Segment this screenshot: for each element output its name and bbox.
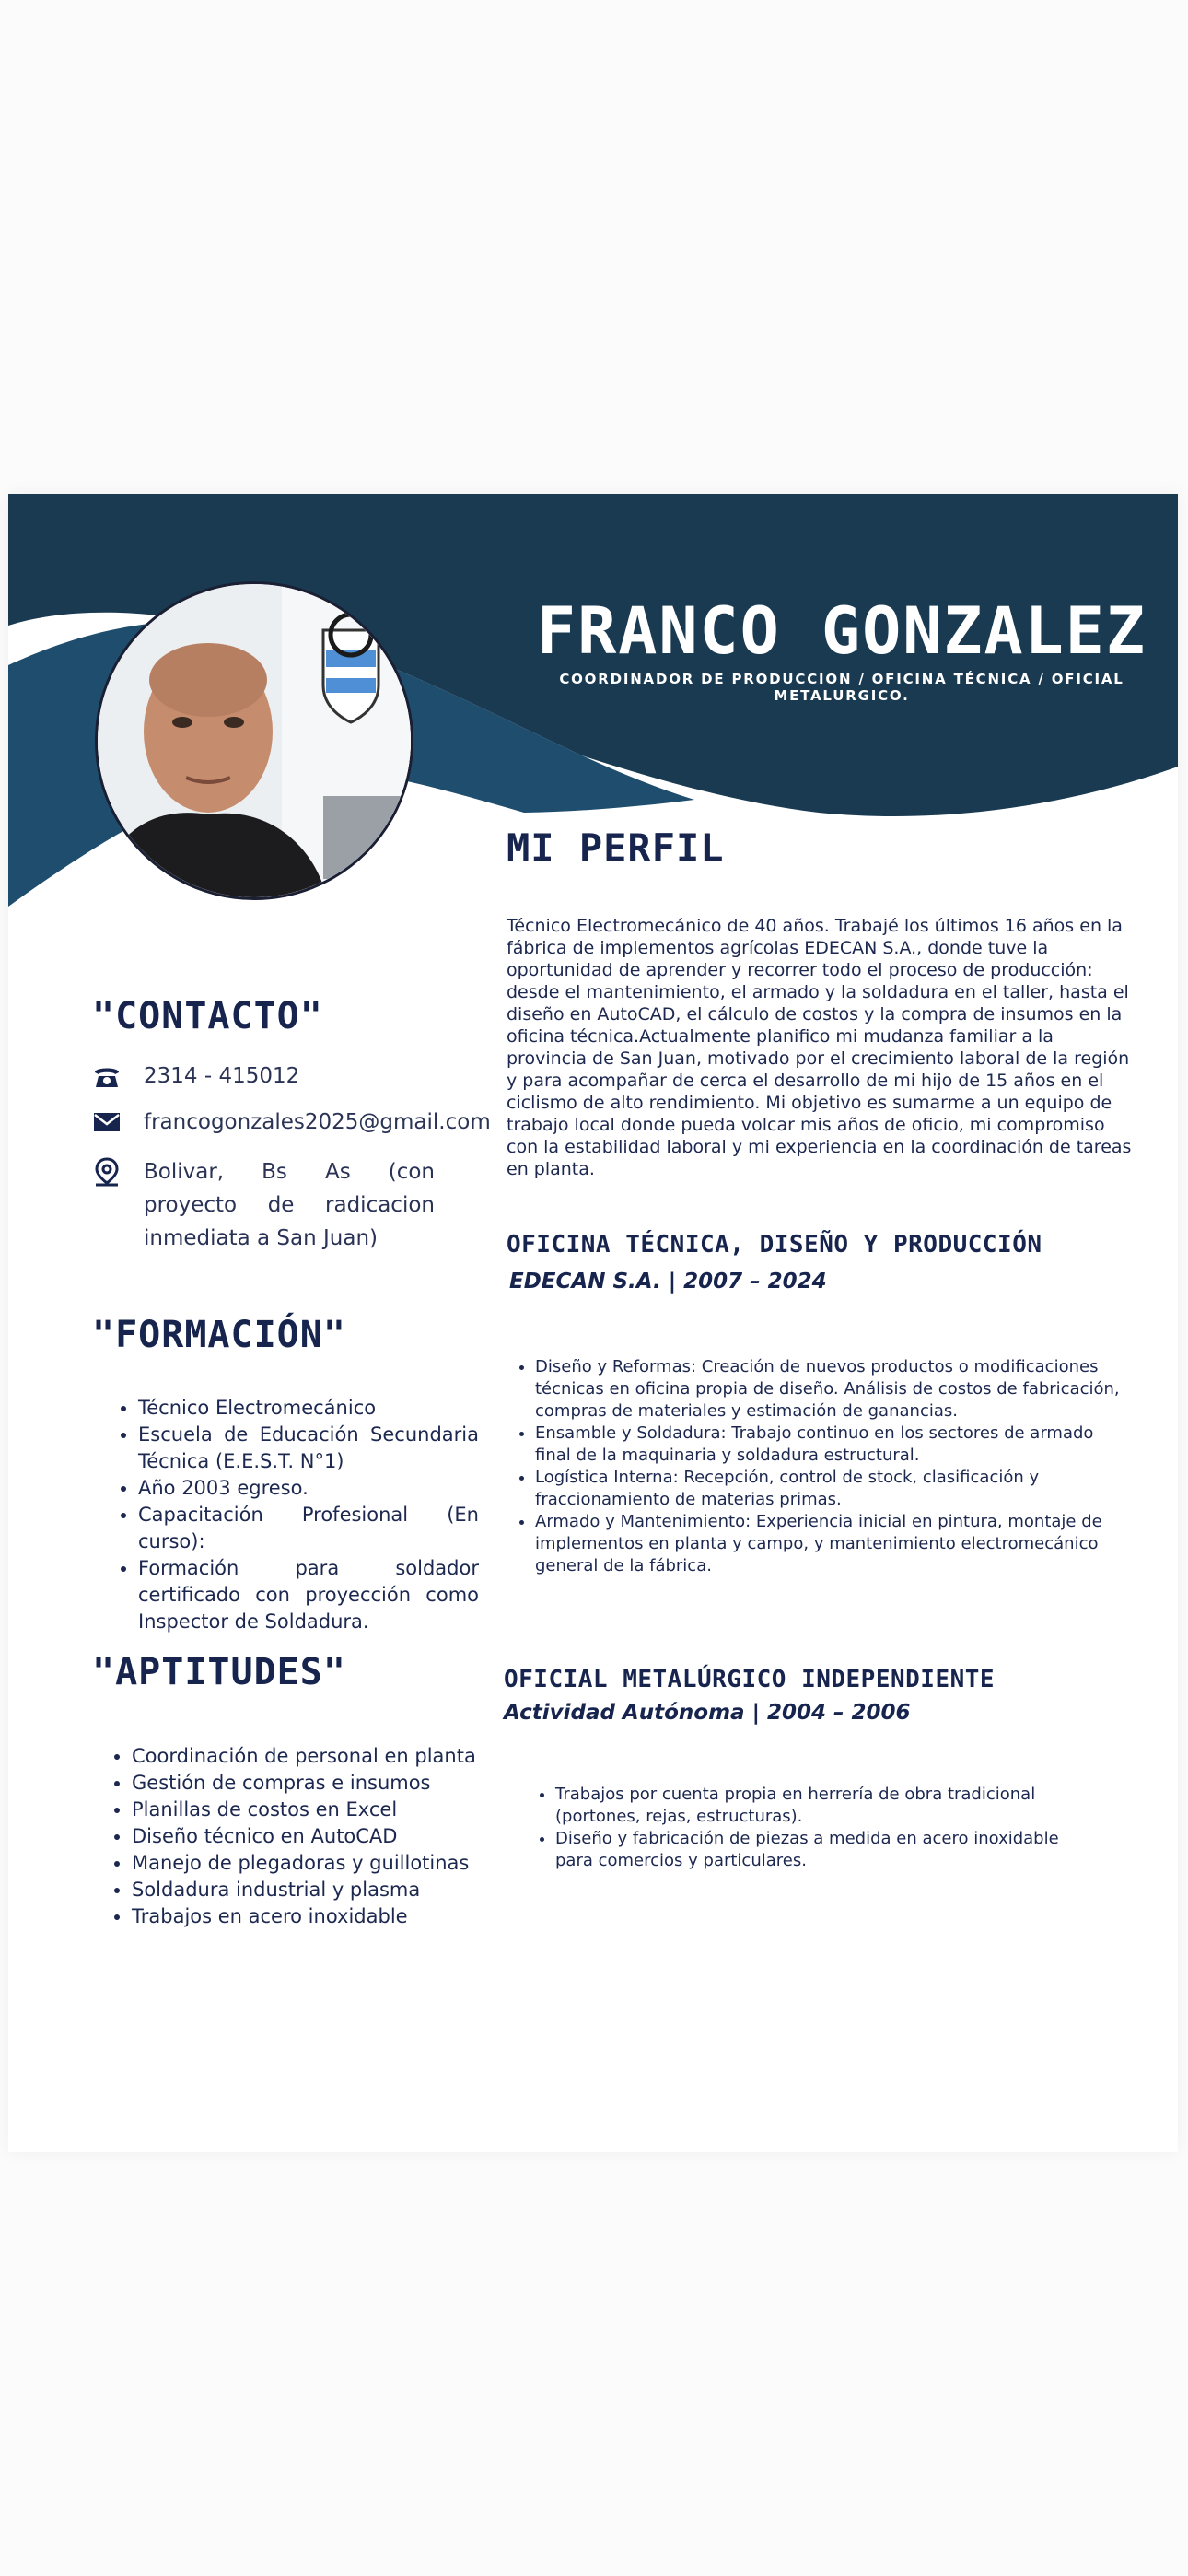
job-company-dates: Actividad Autónoma | 2004 – 2006 (504, 1701, 911, 1725)
education-heading: "FORMACIÓN" (92, 1314, 346, 1356)
email-address[interactable]: francogonzales2025@gmail.com (144, 1110, 491, 1134)
candidate-roles: COORDINADOR DE PRODUCCION / OFICINA TÉCNICA / OFICIAL METALURGICO. (559, 671, 1124, 704)
list-item: • Trabajos en acero inoxidable (132, 1903, 500, 1930)
job-title: OFICINA TÉCNICA, DISEÑO Y PRODUCCIÓN (507, 1231, 1042, 1259)
list-item: • Diseño y Reformas: Creación de nuevos productos o modificaciones técnicas en oficina propia de diseño. Análisis de costos de fabricación, compras de materiales y estimación de ganancias. (535, 1356, 1124, 1423)
list-item: • Soldadura industrial y plasma (132, 1877, 500, 1903)
profile-heading: MI PERFIL (507, 825, 725, 871)
list-item: • Diseño técnico en AutoCAD (132, 1823, 500, 1850)
job-duties-list (500, 1356, 1124, 1577)
list-item: • Planillas de costos en Excel (132, 1797, 500, 1823)
address-text: Bolivar, Bs As (con proyecto de radicacion inmediata a San Juan) (144, 1160, 435, 1250)
list-item: • Trabajos por cuenta propia en herrería de obra tradicional (portones, rejas, estructuras). (555, 1784, 1089, 1828)
contact-heading: "CONTACTO" (92, 995, 323, 1037)
skills-heading: "APTITUDES" (92, 1651, 346, 1693)
list-item: • Gestión de compras e insumos (132, 1770, 500, 1797)
skills-list (97, 1743, 500, 1930)
list-item: • Capacitación Profesional (En curso): (138, 1502, 479, 1555)
candidate-name: FRANCO GONZALEZ (536, 593, 1147, 669)
list-item: • Escuela de Educación Secundaria Técnica (E.E.S.T. N°1) (138, 1422, 479, 1475)
phone-number[interactable]: 2314 - 415012 (144, 1064, 300, 1088)
list-item: • Manejo de plegadoras y guillotinas (132, 1850, 500, 1877)
contact-phone (92, 1060, 299, 1093)
mail-icon (92, 1107, 122, 1137)
list-item: • Coordinación de personal en planta (132, 1743, 500, 1770)
list-item: • Año 2003 egreso. (138, 1475, 479, 1502)
contact-email (92, 1106, 491, 1139)
resume-page (8, 494, 1178, 2152)
job-company-dates: EDECAN S.A. | 2007 – 2024 (509, 1270, 827, 1294)
contact-address (92, 1155, 442, 1255)
phone-icon (92, 1061, 122, 1091)
list-item: • Técnico Electromecánico (138, 1395, 479, 1422)
education-list (103, 1395, 479, 1635)
list-item: • Formación para soldador certificado con proyección como Inspector de Soldadura. (138, 1555, 479, 1635)
location-pin-icon (92, 1157, 122, 1187)
list-item: • Ensamble y Soldadura: Trabajo continuo en los sectores de armado final de la maquinaria y soldadura estructural. (535, 1423, 1124, 1467)
list-item: • Logística Interna: Recepción, control de stock, clasificación y fraccionamiento de materias primas. (535, 1467, 1124, 1511)
profile-text: Técnico Electromecánico de 40 años. Trabajé los últimos 16 años en la fábrica de implementos agrícolas EDECAN S.A., donde tuve la oportunidad de aprender y recorrer todo el proceso de producción: desde el mantenimiento, el armado y la soldadura en el taller, hasta el diseño en AutoCAD, el cálculo de costos y la compra de insumos en la oficina técnica.Actualmente planifico mi mudanza familiar a la provincia de San Juan, motivado por el crecimiento laboral de la región y para acompañar de cerca el desarrollo de mi hijo de 15 años en el ciclismo de alto rendimiento. Mi objetivo es sumarme a un equipo de trabajo local donde pueda volcar mis años de oficio, mi compromiso con la estabilidad laboral y mi experiencia en la coordinación de tareas en planta. (507, 916, 1132, 1179)
job-duties-list (520, 1784, 1089, 1872)
list-item: • Diseño y fabricación de piezas a medida en acero inoxidable para comercios y particulares. (555, 1828, 1089, 1872)
profile-photo (95, 581, 413, 900)
list-item: • Armado y Mantenimiento: Experiencia inicial en pintura, montaje de implementos en planta y campo, y mantenimiento electromecánico general de la fábrica. (535, 1511, 1124, 1577)
job-title: OFICIAL METALÚRGICO INDEPENDIENTE (504, 1666, 996, 1693)
